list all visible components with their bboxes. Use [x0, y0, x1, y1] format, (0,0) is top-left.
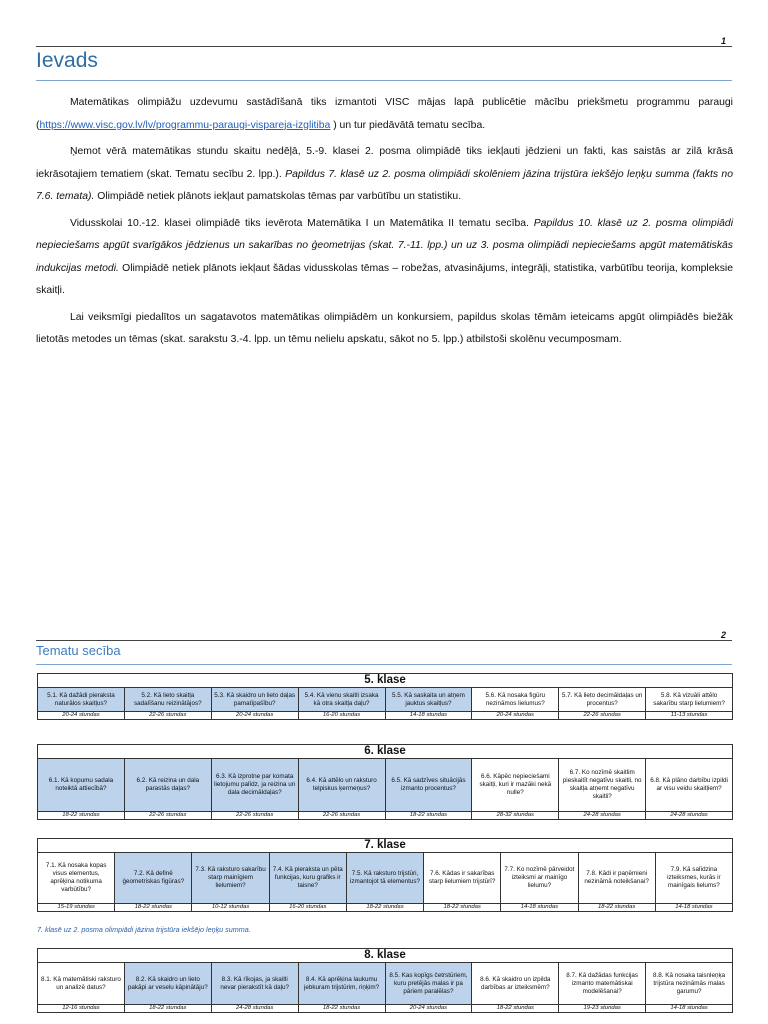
- topic-cell: 8.2. Kā skaidro un lieto pakāpi ar veselu kāpinātāju?: [124, 963, 211, 1005]
- hours-cell: 22-26 stundas: [298, 812, 385, 820]
- topic-cell: 8.3. Kā rīkojas, ja skaitli nevar pierakstīt kā daļu?: [211, 963, 298, 1005]
- hours-cell: 18-22 stundas: [578, 904, 655, 912]
- grade-table: [37, 838, 733, 912]
- hours-cell: 18-22 stundas: [298, 1005, 385, 1013]
- header-rule-2: [36, 640, 732, 641]
- topic-cell: 7.7. Ko nozīmē pārveidot izteiksmi ar mainīgo lielumu?: [501, 853, 578, 904]
- section-title: Tematu secība: [36, 643, 121, 658]
- topic-cell: 5.2. Kā lieto skaitļa sadalīšanu reizinātājos?: [124, 688, 211, 712]
- hours-cell: 20-24 stundas: [385, 1005, 472, 1013]
- topic-cell: 5.4. Kā vienu skaitli izsaka kā otra skaitļa daļu?: [298, 688, 385, 712]
- topic-cell: 6.8. Kā plāno darbību izpildi ar visu veidu skaitļiem?: [646, 759, 733, 812]
- page-title: Ievads: [36, 49, 98, 72]
- grade-heading: 6. klase: [38, 745, 733, 759]
- topic-cell: 5.8. Kā vizuāli attēlo sakarību starp lielumiem?: [646, 688, 733, 712]
- hours-cell: 11-13 stundas: [646, 712, 733, 720]
- topic-cell: 6.5. Kā sadzīves situācijās izmanto procentus?: [385, 759, 472, 812]
- hours-cell: 10-12 stundas: [192, 904, 269, 912]
- hours-cell: 18-22 stundas: [124, 1005, 211, 1013]
- hours-cell: 15-19 stundas: [38, 904, 115, 912]
- topic-cell: 8.8. Kā nosaka taisnleņķa trijstūra nezināmās malas garumu?: [646, 963, 733, 1005]
- topic-cell: 8.4. Kā aprēķina laukumu jebkuram trijstūrim, riņķim?: [298, 963, 385, 1005]
- grade-heading: 5. klase: [38, 674, 733, 688]
- grade-heading: 7. klase: [38, 839, 733, 853]
- visc-link[interactable]: https://www.visc.gov.lv/lv/programmu-paraugi-vispareja-izglitiba: [39, 119, 331, 131]
- topic-cell: 7.1. Kā nosaka kopas visus elementus, aprēķina notikuma varbūtību?: [38, 853, 115, 904]
- hours-cell: 18-22 stundas: [38, 812, 125, 820]
- hours-cell: 22-26 stundas: [124, 812, 211, 820]
- topic-cell: 7.8. Kādi ir paņēmieni nezināmā noteikšanai?: [578, 853, 655, 904]
- topic-cell: 7.2. Kā definē ģeometriskas figūras?: [115, 853, 192, 904]
- topic-cell: 5.1. Kā dažādi pieraksta naturālos skaitļus?: [38, 688, 125, 712]
- hours-cell: 24-28 stundas: [646, 812, 733, 820]
- topic-cell: 5.7. Kā lieto decimāldaļas un procentus?: [559, 688, 646, 712]
- hours-cell: 12-16 stundas: [38, 1005, 125, 1013]
- topic-cell: 7.6. Kādas ir sakarības starp lielumiem trijstūrī?: [424, 853, 501, 904]
- paragraph-1: Matemātikas olimpiāžu uzdevumu sastādīšanā tiks izmantoti VISC mājas lapā publicētie mācību priekšmetu programmu paraugi (https://www.visc.gov.lv/lv/programmu-paraugi-vispareja-izglitiba ) un tur piedāvātā tematu secība.: [36, 97, 733, 131]
- hours-cell: 22-26 stundas: [211, 812, 298, 820]
- hours-cell: 14-18 stundas: [646, 1005, 733, 1013]
- topic-cell: 8.5. Kas kopīgs četrstūriem, kuru pretējās malas ir pa pāriem paralēlas?: [385, 963, 472, 1005]
- topic-cell: 8.1. Kā matemātiski raksturo un analizē datus?: [38, 963, 125, 1005]
- title-underline: [36, 80, 732, 81]
- topic-cell: 7.5. Kā raksturo trijstūri, izmantojot tā elementus?: [346, 853, 423, 904]
- paragraph-2: Ņemot vērā matemātikas stundu skaitu nedēļā, 5.-9. klasei 2. posma olimpiādē tiks iekļauti jēdzieni un fakti, kas saistās ar zilā krāsā iekrāsotajiem tematiem (skat. Tematu secību 2. lpp.). Papildus 7. klasē uz 2. posma olimpiādi skolēniem jāzina trijstūra iekšējo leņķu summa (fakts no 7.6. temata). Olimpiādē netiek plānots iekļaut pamatskolas tēmas par varbūtību un statistiku.: [36, 146, 733, 202]
- grade-heading: 8. klase: [38, 949, 733, 963]
- paragraph-4: Lai veiksmīgi piedalītos un sagatavotos matemātikas olimpiādēm un konkursiem, papildus skolas tēmām ieteicams apgūt olimpiādēs biežāk lietotās metodes un tēmas (skat. sarakstu 3.-4. lpp. un tēmu nelielu apskatu, sākot no 5. lpp.) atbilstoši skolēnu vecumposmam.: [36, 311, 733, 345]
- topic-cell: 7.9. Kā salīdzina izteiksmes, kurās ir mainīgais lielums?: [655, 853, 732, 904]
- grade-table: [37, 744, 733, 820]
- hours-cell: 18-22 stundas: [424, 904, 501, 912]
- topic-cell: 5.3. Kā skaidro un lieto daļas pamatīpašību?: [211, 688, 298, 712]
- topic-cell: 7.3. Kā raksturo sakarību starp mainīgiem lielumiem?: [192, 853, 269, 904]
- hours-cell: 18-22 stundas: [385, 812, 472, 820]
- grade-table: [37, 673, 733, 720]
- topic-cell: 6.3. Kā izprotne par komata lietojumu palīdz, ja reizina un dala decimāldaļas?: [211, 759, 298, 812]
- hours-cell: 20-24 stundas: [472, 712, 559, 720]
- hours-cell: 16-20 stundas: [269, 904, 346, 912]
- hours-cell: 22-26 stundas: [559, 712, 646, 720]
- hours-cell: 16-20 stundas: [298, 712, 385, 720]
- hours-cell: 18-22 stundas: [472, 1005, 559, 1013]
- topic-cell: 6.7. Ko nozīmē skaitlim pieskaitīt negatīvu skaitli, no skaitļa atņemt negatīvu skaitli?: [559, 759, 646, 812]
- intro-text: [36, 92, 733, 356]
- hours-cell: 20-24 stundas: [211, 712, 298, 720]
- hours-cell: 24-28 stundas: [559, 812, 646, 820]
- hours-cell: 24-28 stundas: [211, 1005, 298, 1013]
- paragraph-3: Vidusskolai 10.-12. klasei olimpiādē tiks ievērota Matemātika I un Matemātika II tematu secība. Papildus 10. klasē uz 2. posma olimpiādi nepieciešams apgūt svarīgākos jēdzienus un sakarības no ģeometrijas (skat. 7.-11. lpp.) un uz 3. posma olimpiādi nepieciešams apgūt matemātiskās indukcijas metodi. Olimpiādē netiek plānots iekļaut šādas vidusskolas tēmas – robežas, atvasinājums, integrāļi, statistika, varbūtību teorija, kompleksie skaitļi.: [36, 217, 734, 296]
- topic-cell: 5.5. Kā saskaita un atņem jauktus skaitļus?: [385, 688, 472, 712]
- topic-cell: 7.4. Kā pieraksta un pēta funkcijas, kuru grafiks ir taisne?: [269, 853, 346, 904]
- section-underline: [36, 664, 732, 665]
- topic-cell: 6.6. Kāpēc nepieciešami skaitļi, kuri ir mazāki nekā nulle?: [472, 759, 559, 812]
- hours-cell: 14-18 stundas: [385, 712, 472, 720]
- grade-table: [37, 948, 733, 1013]
- hours-cell: 14-18 stundas: [655, 904, 732, 912]
- grade7-note: 7. klasē uz 2. posma olimpiādi jāzina trijstūra iekšējo leņķu summa.: [37, 925, 251, 934]
- hours-cell: 18-22 stundas: [346, 904, 423, 912]
- hours-cell: 18-22 stundas: [115, 904, 192, 912]
- hours-cell: 20-24 stundas: [38, 712, 125, 720]
- hours-cell: 28-32 stundas: [472, 812, 559, 820]
- page-number-2: 2: [720, 630, 726, 640]
- topic-cell: 8.7. Kā dažādas funkcijas izmanto matemātiskai modelēšanai?: [559, 963, 646, 1005]
- topic-cell: 6.4. Kā attēlo un raksturo telpiskus ķermeņus?: [298, 759, 385, 812]
- topic-cell: 6.2. Kā reizina un dala parastās daļas?: [124, 759, 211, 812]
- hours-cell: 14-18 stundas: [501, 904, 578, 912]
- topic-cell: 8.6. Kā skaidro un izpilda darbības ar izteiksmēm?: [472, 963, 559, 1005]
- topic-cell: 6.1. Kā kopumu sadala noteiktā attiecībā?: [38, 759, 125, 812]
- hours-cell: 22-26 stundas: [124, 712, 211, 720]
- page-number: 1: [720, 36, 726, 46]
- topic-cell: 5.6. Kā nosaka figūru nezināmos lielumus?: [472, 688, 559, 712]
- hours-cell: 19-23 stundas: [559, 1005, 646, 1013]
- header-rule: [36, 46, 732, 47]
